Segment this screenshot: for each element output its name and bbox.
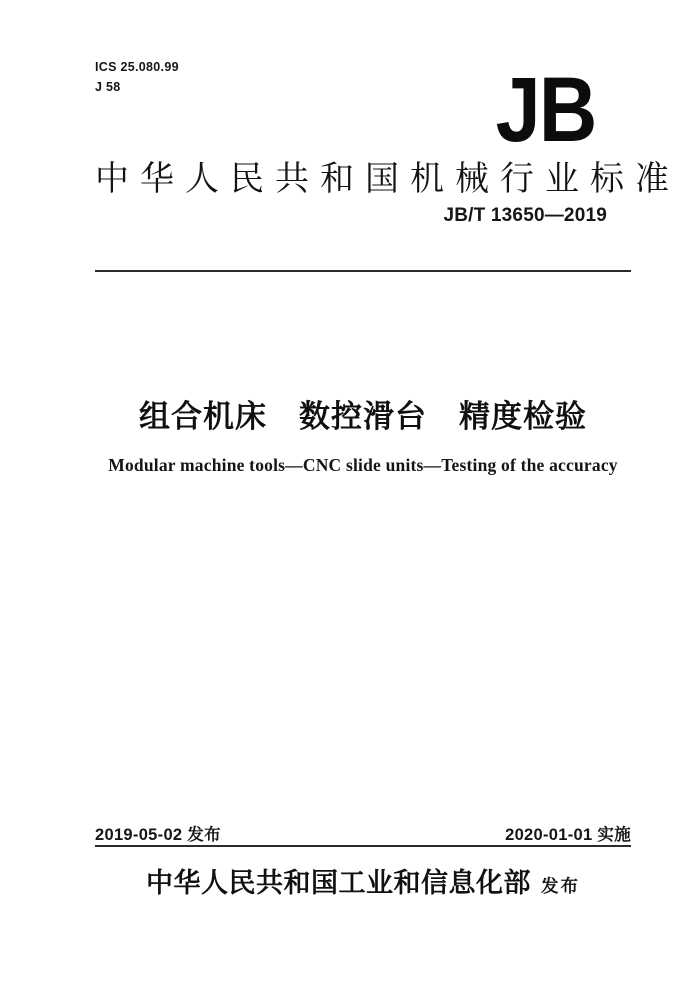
classification-codes bbox=[95, 57, 179, 97]
jb-logo: JB bbox=[496, 59, 596, 161]
publisher-name: 中华人民共和国工业和信息化部 bbox=[146, 868, 531, 898]
bottom-divider bbox=[95, 845, 631, 847]
dates-row bbox=[95, 821, 631, 845]
ics-code: ICS 25.080.99 bbox=[95, 60, 179, 74]
standard-title: 中华人民共和国机械行业标准 bbox=[95, 160, 680, 198]
top-divider bbox=[95, 270, 631, 272]
publisher-row bbox=[95, 861, 631, 900]
implementation-date: 2020-01-01 实施 bbox=[505, 826, 631, 844]
publisher-action-label: 发布 bbox=[541, 876, 580, 896]
issue-date: 2019-05-02 发布 bbox=[95, 826, 221, 844]
standard-number: JB/T 13650—2019 bbox=[443, 205, 607, 226]
class-code: J 58 bbox=[95, 80, 121, 94]
document-title: 组合机床 数控滑台 精度检验 bbox=[139, 399, 587, 434]
document-title-english: Modular machine tools—CNC slide units—Testing of the accuracy bbox=[108, 455, 618, 475]
